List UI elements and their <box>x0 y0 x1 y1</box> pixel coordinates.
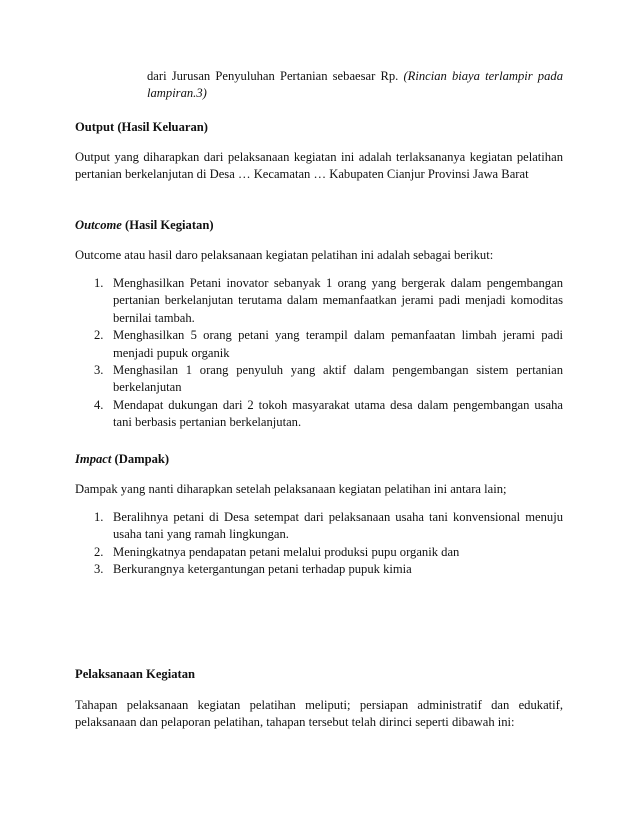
impact-intro: Dampak yang nanti diharapkan setelah pelaksanaan kegiatan pelatihan ini antara lain; <box>75 482 507 496</box>
impact-heading-em: Impact <box>75 452 112 466</box>
output-heading: Output (Hasil Keluaran) <box>75 120 208 134</box>
outcome-heading-em: Outcome <box>75 218 122 232</box>
outcome-list <box>75 275 563 432</box>
list-item <box>75 275 563 327</box>
list-text: Mendapat dukungan dari 2 tokoh masyarakat utama desa dalam pengembangan usaha tani berbasis pertanian berkelanjutan. <box>113 397 563 430</box>
list-item <box>75 327 563 362</box>
impact-heading <box>75 451 563 468</box>
list-item <box>75 561 563 578</box>
list-text: Menghasilan 1 orang penyuluh yang aktif dalam pengembangan sistem pertanian berkelanjutan <box>113 363 563 395</box>
intro-note: (Rincian biaya terlampir pada lampiran.3) <box>147 69 563 101</box>
list-number: 1. <box>94 276 104 290</box>
list-item <box>75 509 563 544</box>
pelaksanaan-heading: Pelaksanaan Kegiatan <box>75 667 196 681</box>
list-text: Meningkatnya pendapatan petani melalui produksi pupu organik dan <box>113 544 460 559</box>
impact-heading-rest: (Dampak) <box>111 452 170 466</box>
list-text: Berkurangnya ketergantungan petani terhadap pupuk kimia <box>113 562 412 577</box>
list-item <box>75 362 563 397</box>
list-number: 1. <box>94 510 104 524</box>
outcome-intro: Outcome atau hasil daro pelaksanaan kegiatan pelatihan ini adalah sebagai berikut: <box>75 248 494 262</box>
list-number: 4. <box>94 397 104 412</box>
list-number: 2. <box>94 328 104 343</box>
outcome-heading-rest: (Hasil Kegiatan) <box>121 218 214 232</box>
output-paragraph: Output yang diharapkan dari pelaksanaan kegiatan ini adalah terlaksananya kegiatan pelatihan pertanian berkelanjutan di Desa … Kecamatan … Kabupaten Cianjur Provinsi Jawa Barat <box>75 150 563 182</box>
list-item <box>75 544 563 561</box>
list-number: 3. <box>94 562 104 577</box>
list-text: Menghasilkan 5 orang petani yang terampil dalam pemanfaatan limbah jerami padi menjadi pupuk organik <box>113 328 563 360</box>
list-item <box>75 397 563 432</box>
list-number: 2. <box>94 544 104 559</box>
impact-list <box>75 509 563 579</box>
list-text: Beralihnya petani di Desa setempat dari pelaksanaan usaha tani konvensional menuju usaha tani yang ramah lingkungan. <box>113 510 563 542</box>
outcome-heading <box>75 217 563 234</box>
list-number: 3. <box>94 363 104 378</box>
intro-text: dari Jurusan Penyuluhan Pertanian sebaesar Rp. <box>147 69 404 83</box>
list-text: Menghasilkan Petani inovator sebanyak 1 orang yang bergerak dalam pengembangan pertanian berkelanjutan terutama dalam memanfaatkan jerami padi menjadi komoditas bernilai tambah. <box>113 276 563 325</box>
intro-continuation <box>147 68 563 103</box>
pelaksanaan-paragraph: Tahapan pelaksanaan kegiatan pelatihan meliputi; persiapan administratif dan edukatif, pelaksanaan dan pelaporan pelatihan, tahapan tersebut telah dirinci seperti dibawah ini: <box>75 698 563 730</box>
